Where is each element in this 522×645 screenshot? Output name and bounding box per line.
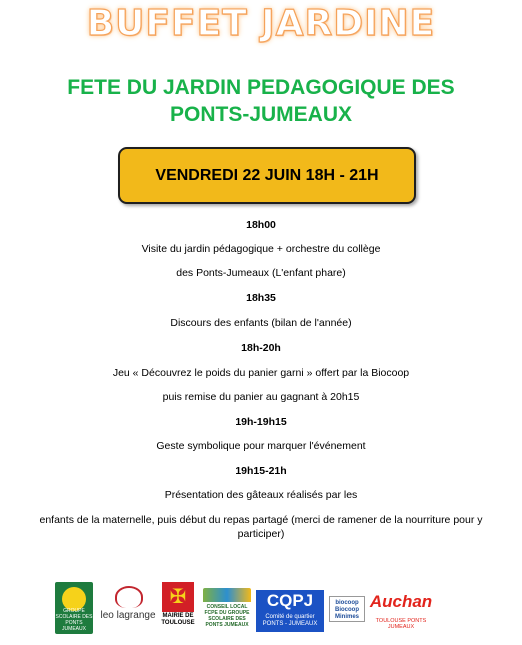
- program-time: 18h00: [246, 219, 276, 231]
- program-line: puis remise du panier au gagnant à 20h15: [162, 391, 360, 403]
- biocoop-logo: biocoop Biocoop Minimes: [329, 596, 365, 622]
- cqpj-logo: CQPJ Comité de quartier PONTS - JUMEAUX: [256, 590, 324, 632]
- program-time: 18h35: [246, 292, 276, 304]
- date-box: [118, 147, 416, 204]
- program-line: Visite du jardin pédagogique + orchestre du collège: [141, 243, 381, 255]
- event-title-line-1: FETE DU JARDIN PEDAGOGIQUE DES: [67, 76, 455, 99]
- program-line: enfants de la maternelle, puis début du repas partagé (merci de ramener de la nourriture pour y: [39, 514, 483, 526]
- fcpe-banner-icon: [203, 588, 251, 602]
- occitan-cross-icon: ✠: [162, 582, 194, 612]
- program-line: Jeu « Découvrez le poids du panier garni » offert par la Biocoop: [112, 367, 410, 379]
- event-title-line-2: PONTS-JUMEAUX: [169, 103, 353, 126]
- program-line: Geste symbolique pour marquer l'événement: [156, 440, 366, 452]
- ponts-jumeaux-school-logo: GROUPE SCOLAIRE DES PONTS JUMEAUX: [55, 582, 93, 634]
- sponsor-logos: [0, 582, 522, 640]
- event-title: [0, 74, 522, 128]
- fcpe-logo: CONSEIL LOCAL FCPE DU GROUPE SCOLAIRE DES PONTS JUMEAUX: [203, 588, 251, 632]
- program-time: 18h-20h: [241, 342, 281, 354]
- program-line: Présentation des gâteaux réalisés par les: [164, 489, 358, 501]
- program-time: 19h-19h15: [235, 416, 287, 428]
- auchan-logo: Auchan TOULOUSE PONTS JUMEAUX: [369, 592, 433, 630]
- date-text: VENDREDI 22 JUIN 18H - 21H: [155, 166, 379, 184]
- banner-title: BUFFET JARDINE: [86, 3, 436, 44]
- program-line: participer): [237, 528, 285, 540]
- program-line: des Ponts-Jumeaux (L'enfant phare): [176, 267, 346, 279]
- program-time: 19h15-21h: [235, 465, 287, 477]
- leo-lagrange-mark-icon: [115, 586, 143, 608]
- leo-lagrange-logo: leo lagrange: [97, 582, 159, 634]
- mairie-toulouse-logo: ✠ MAIRIE DE TOULOUSE: [160, 582, 196, 638]
- program-line: Discours des enfants (bilan de l'année): [170, 317, 352, 329]
